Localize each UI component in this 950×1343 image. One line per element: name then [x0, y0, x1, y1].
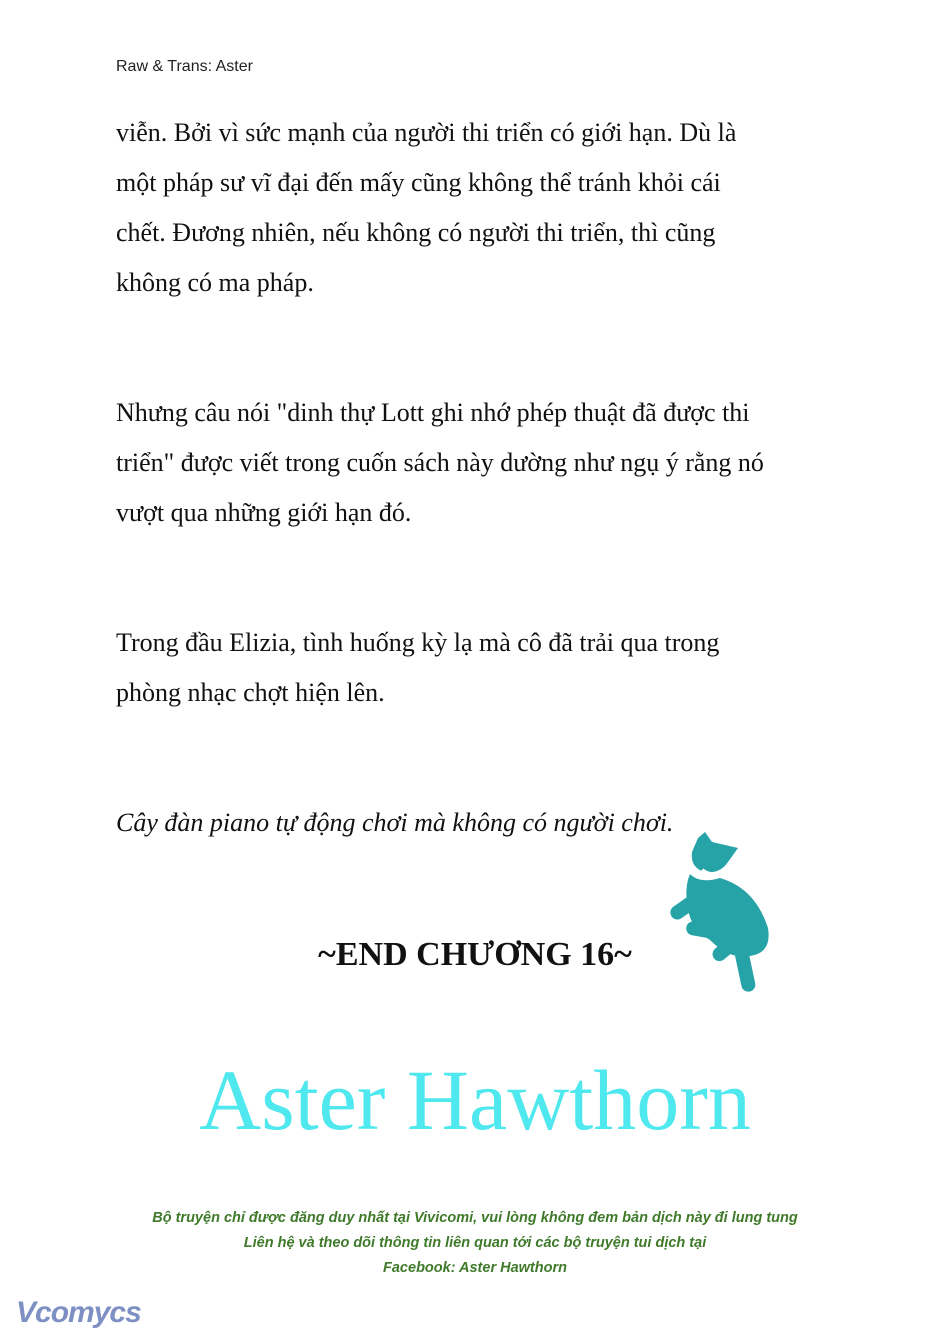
footer-line-3: Facebook: Aster Hawthorn	[383, 1260, 567, 1276]
text-line: triển" được viết trong cuốn sách này dường như ngụ ý rằng nó	[116, 448, 764, 477]
watermark: Aster Hawthorn	[199, 1052, 751, 1148]
chapter-end-title: ~END CHƯƠNG 16~	[318, 936, 632, 973]
text-line: vượt qua những giới hạn đó.	[116, 498, 412, 527]
text-line: Trong đầu Elizia, tình huống kỳ lạ mà cô đã trải qua trong	[116, 628, 720, 657]
footer-line-1: Bộ truyện chỉ được đăng duy nhất tại Vivicomi, vui lòng không đem bản dịch này đi lung tung	[152, 1210, 798, 1226]
text-line: phòng nhạc chợt hiện lên.	[116, 678, 385, 707]
text-line: một pháp sư vĩ đại đến mấy cũng không thể tránh khỏi cái	[116, 168, 721, 197]
vcomycs-logo: Vcomycs	[16, 1296, 141, 1329]
paragraph-2	[116, 388, 846, 538]
text-line: viễn. Bởi vì sức mạnh của người thi triển có giới hạn. Dù là	[116, 118, 737, 147]
text-line: chết. Đương nhiên, nếu không có người thi triển, thì cũng	[116, 218, 716, 247]
text-line: không có ma pháp.	[116, 268, 314, 297]
text-line: Cây đàn piano tự động chơi mà không có người chơi.	[116, 808, 674, 837]
footer-line-2: Liên hệ và theo dõi thông tin liên quan tới các bộ truyện tui dịch tại	[243, 1235, 707, 1251]
text-line: Nhưng câu nói "dinh thự Lott ghi nhớ phép thuật đã được thi	[116, 398, 750, 427]
paragraph-1	[116, 108, 846, 308]
paragraph-3	[116, 618, 846, 718]
page-header: Raw & Trans: Aster	[116, 58, 253, 75]
